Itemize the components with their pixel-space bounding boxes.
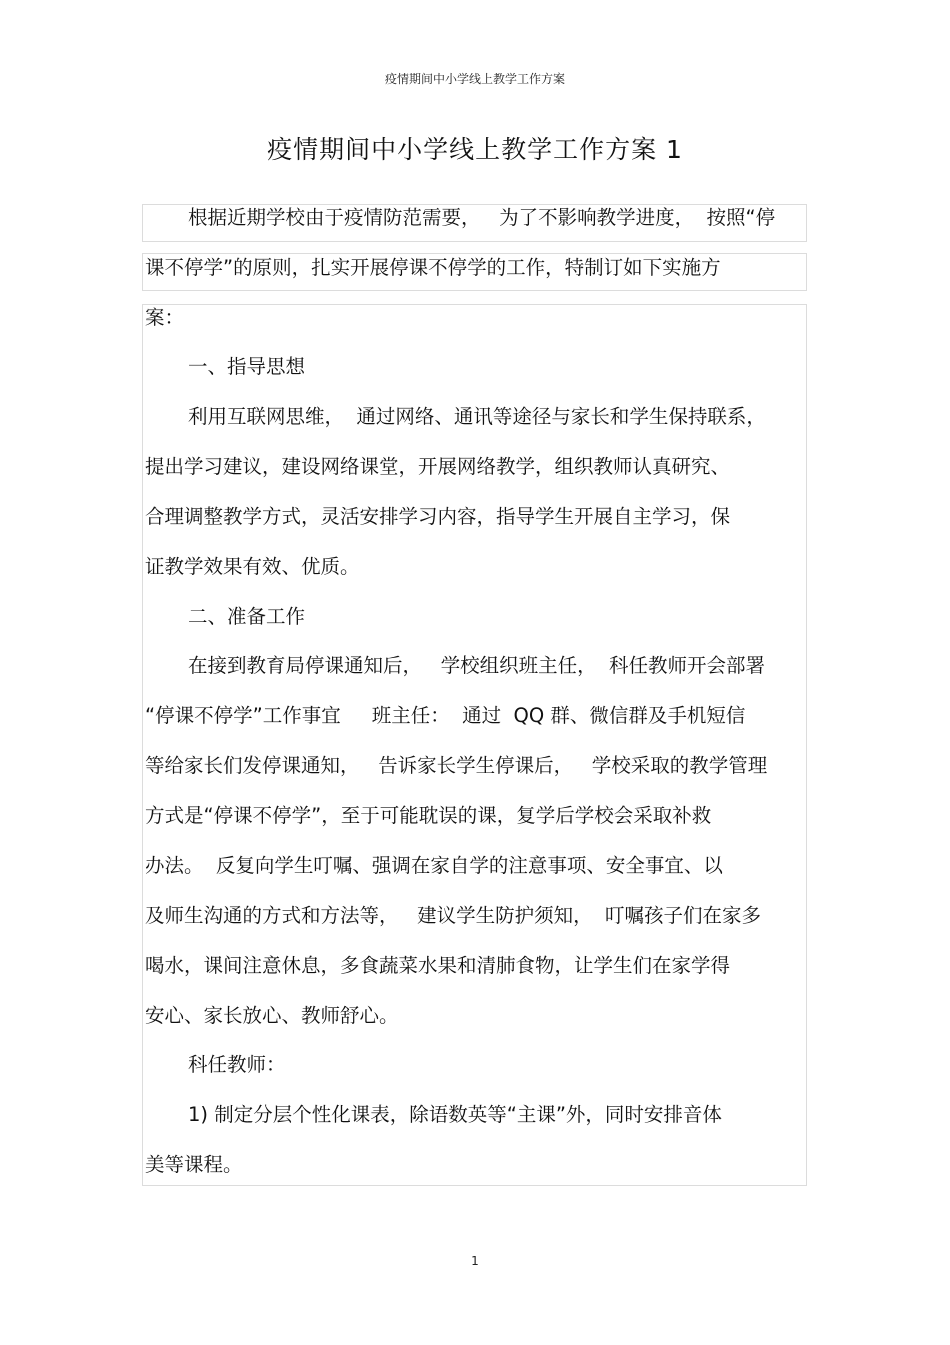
body-line: 案： — [145, 306, 185, 329]
section-heading: 一、指导思想 — [188, 355, 306, 378]
document-title: 疫情期间中小学线上教学工作方案 1 — [267, 135, 683, 164]
body-line: 安心、家长放心、教师舒心。 — [145, 1004, 399, 1027]
body-line: “停课不停学”工作事宜 班主任： 通过 QQ 群、微信群及手机短信 — [145, 704, 746, 727]
body-line: 根据近期学校由于疫情防范需要， 为了不影响教学进度， 按照“停 — [188, 206, 776, 229]
body-line: 合理调整教学方式，灵活安排学习内容，指导学生开展自主学习，保 — [145, 505, 731, 528]
body-line: 美等课程。 — [145, 1153, 243, 1176]
body-line: 等给家长们发停课通知， 告诉家长学生停课后， 学校采取的教学管理 — [145, 754, 768, 777]
body-line: 方式是“停课不停学”，至于可能耽误的课，复学后学校会采取补救 — [145, 804, 712, 827]
body-line: 课不停学”的原则，扎实开展停课不停学的工作，特制订如下实施方 — [145, 256, 721, 279]
page-number: 1 — [471, 1254, 479, 1268]
running-header: 疫情期间中小学线上教学工作方案 — [384, 72, 565, 86]
section-heading: 二、准备工作 — [188, 605, 306, 628]
section-heading: 科任教师： — [188, 1053, 286, 1076]
body-line: 利用互联网思维， 通过网络、通讯等途径与家长和学生保持联系， — [188, 405, 766, 428]
body-line: 在接到教育局停课通知后， 学校组织班主任， 科任教师开会部署 — [188, 654, 765, 677]
body-line: 及师生沟通的方式和方法等， 建议学生防护须知， 叮嘱孩子们在家多 — [145, 904, 761, 927]
body-line: 1) 制定分层个性化课表，除语数英等“主课”外，同时安排音体 — [188, 1103, 722, 1126]
body-line: 办法。 反复向学生叮嘱、强调在家自学的注意事项、安全事宜、以 — [145, 854, 723, 877]
body-line: 证教学效果有效、优质。 — [145, 555, 360, 578]
body-line: 提出学习建议，建设网络课堂，开展网络教学，组织教师认真研究、 — [145, 455, 731, 478]
body-line: 喝水，课间注意休息，多食蔬菜水果和清肺食物，让学生们在家学得 — [145, 954, 731, 977]
